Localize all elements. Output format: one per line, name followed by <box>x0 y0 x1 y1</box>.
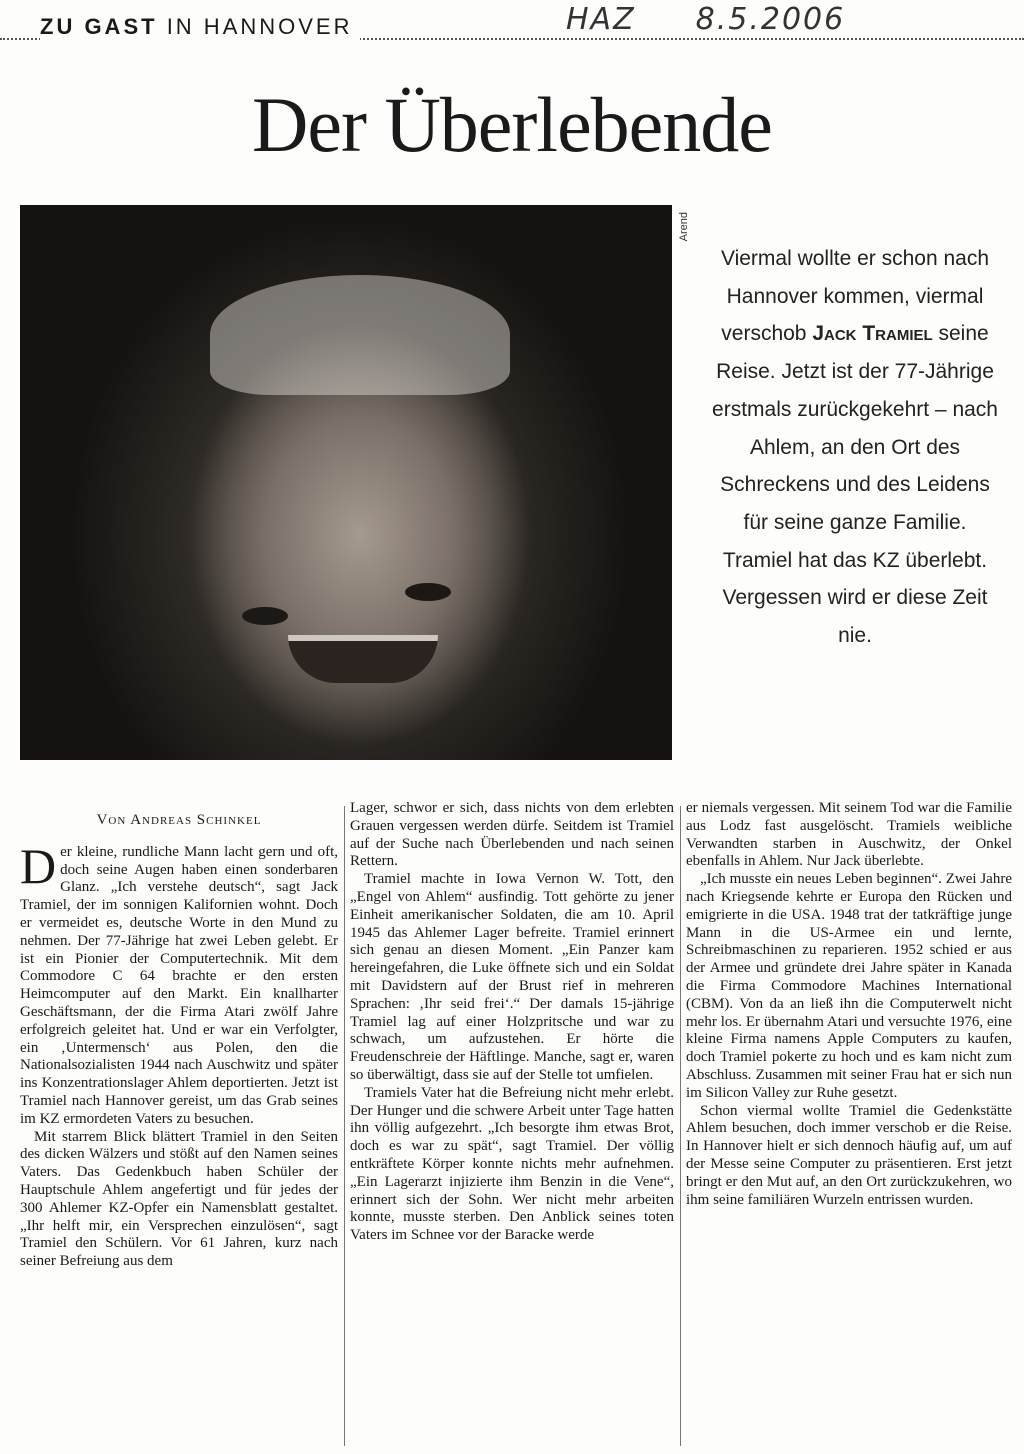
column-rule <box>680 806 681 1446</box>
section-label-bold: ZU GAST <box>40 14 158 39</box>
handwritten-date: 8.5.2006 <box>695 2 846 37</box>
article-paragraph <box>20 837 338 1129</box>
article-paragraph: Schon viermal wollte Tramiel die Gedenkstätte Ahlem besuchen, doch immer verschob er die Reise. In Hannover hielt er sich dennoch häufig auf, um auf der Messe seine Computer zu präsentieren. Erst jetzt bringt er den Mut auf, an den Ort zurückzukehren, wo ihm seine familiären Wurzeln entrissen wurden. <box>686 1102 1012 1208</box>
portrait-photo <box>20 205 672 760</box>
teaser <box>710 240 1000 655</box>
article-paragraph: Lager, schwor er sich, dass nichts von dem erlebten Grauen vergessen werden dürfe. Seitdem ist Tramiel auf der Suche nach Überlebenden und nach seinen Rettern. <box>350 800 674 870</box>
teaser-name: Jack Tramiel <box>812 322 933 346</box>
article-column-1 <box>20 800 338 1445</box>
article-column-3 <box>686 800 1012 1445</box>
article-paragraph-text: er kleine, rundliche Mann lacht gern und oft, doch seine Augen haben einen sonderbaren Glanz. „Ich verstehe deutsch“, sagt Jack Tramiel, der im sonnigen Kalifornien wohnt. Doch er vermeidet es, deutsche Worte in den Mund zu nehmen. Der 77-Jährige hat zwei Leben gelebt. Er ist ein Pionier der Computertechnik. Mit dem Commodore C 64 brachte er den ersten Heimcomputer auf den Markt. Ein knallharter Geschäftsmann, der die Firma Atari zwölf Jahre erfolgreich geleitet hat. Und er war ein Verfolgter, ein ‚Untermensch‘ aus Polen, den die Nationalsozialisten 1944 nach Auschwitz und später ins Konzentrationslager Ahlem deportierten. Jetzt ist Tramiel nach Hannover gereist, um das Grab seines im KZ ermordeten Vaters zu besuchen. <box>20 843 338 1127</box>
article-paragraph: Tramiel machte in Iowa Vernon W. Tott, den „Engel von Ahlem“ ausfindig. Tott gehörte zu jener Einheit amerikanischer Soldaten, die am 10. April 1945 das Ahlemer Lager befreite. Tramiel erinnert sich genau an diesen Moment. „Ein Panzer kam hereingefahren, die Luke öffnete sich und ein Soldat mit Davidstern auf der Brust rief in mehreren Sprachen: ‚Ihr seid frei‘.“ Der damals 15-jährige Tramiel lag auf einer Holzpritsche und war zu schwach, um aufzustehen. Er hörte die Freudenschreie der Häftlinge. Manche, sagt er, waren so überwältigt, dass sie auf der Stelle tot umfielen. <box>350 871 674 1083</box>
dropcap: D <box>20 837 57 894</box>
article-paragraph: „Ich musste ein neues Leben beginnen“. Zwei Jahre nach Kriegsende kehrte er Europa den Rücken und emigrierte in die USA. 1948 trat der tatkräftige junge Mann in die US-Armee ein und lernte, Schreibmaschinen zu reparieren. 1952 schied er aus der Armee und gründete drei Jahre später in Kanada die Firma Commodore Machines International (CBM). Von da an ließ ihn die Computerwelt nicht mehr los. Er übernahm Atari und versuchte 1976, eine kleine Firma namens Apple Computers zu kaufen, doch Tramiel pokerte zu hoch und es kam nicht zum Abschluss. Zusammen mit seiner Frau hat er sich nun im Silicon Valley zur Ruhe gesetzt. <box>686 871 1012 1101</box>
photo-right-eye <box>405 583 451 601</box>
teaser-part2: seine Reise. Jetzt ist der 77-Jährige erstmals zurückgekehrt – nach Ahlem, an den Ort des Schreckens und des Leidens für seine ganze Familie. Tramiel hat das KZ überlebt. Vergessen wird er diese Zeit nie. <box>712 322 998 648</box>
article-paragraph: Mit starrem Blick blättert Tramiel in den Seiten des dicken Wälzers und stößt auf den Namen seines Vaters. Das Gedenkbuch haben Schüler der Hauptschule Ahlem angefertigt und für jedes der 300 Ahlemer KZ-Opfer ein Namensblatt gestaltet. „Ihr helft mir, ein Versprechen einzulösen“, sagt Tramiel den Schülern. Vor 61 Jahren, kurz nach seiner Befreiung aus dem <box>20 1128 338 1270</box>
section-label-rest: IN HANNOVER <box>166 14 353 39</box>
teaser-part1: Viermal wollte er schon nach Hannover kommen, viermal verschob <box>720 247 990 346</box>
article-paragraph: er niemals vergessen. Mit seinem Tod war die Familie aus Lodz fast ausgelöscht. Tramiels weibliche Verwandten starben in Auschwitz, der Onkel ebenfalls in Ahlem. Nur Jack überlebte. <box>686 800 1012 870</box>
section-label <box>40 14 360 40</box>
photo-hair-highlight <box>210 275 510 395</box>
byline: Von Andreas Schinkel <box>96 812 262 828</box>
photo-left-eye <box>242 607 288 625</box>
article-column-2 <box>350 800 674 1445</box>
photo-mouth <box>288 635 438 683</box>
article-paragraph: Tramiels Vater hat die Befreiung nicht mehr erlebt. Der Hunger und die schwere Arbeit unter Tage hatten ihn völlig aufgezehrt. „Ich besorgte ihm etwas Brot, doch es war zu spät“, sagt Tramiel. Der völlig entkräftete Körper konnte nichts mehr aufnehmen. „Ein Lagerarzt injizierte ihm Benzin in die Vene“, erinnert sich der Sohn. Wer nicht mehr arbeiten konnte, musste sterben. Den Anblick seines toten Vaters im Schnee vor der Baracke werde <box>350 1084 674 1244</box>
column-rule <box>344 806 345 1446</box>
handwritten-source: HAZ <box>566 2 636 37</box>
handwritten-note <box>560 2 851 37</box>
photo-credit: Arend <box>678 212 690 242</box>
headline: Der Überlebende <box>252 81 772 168</box>
